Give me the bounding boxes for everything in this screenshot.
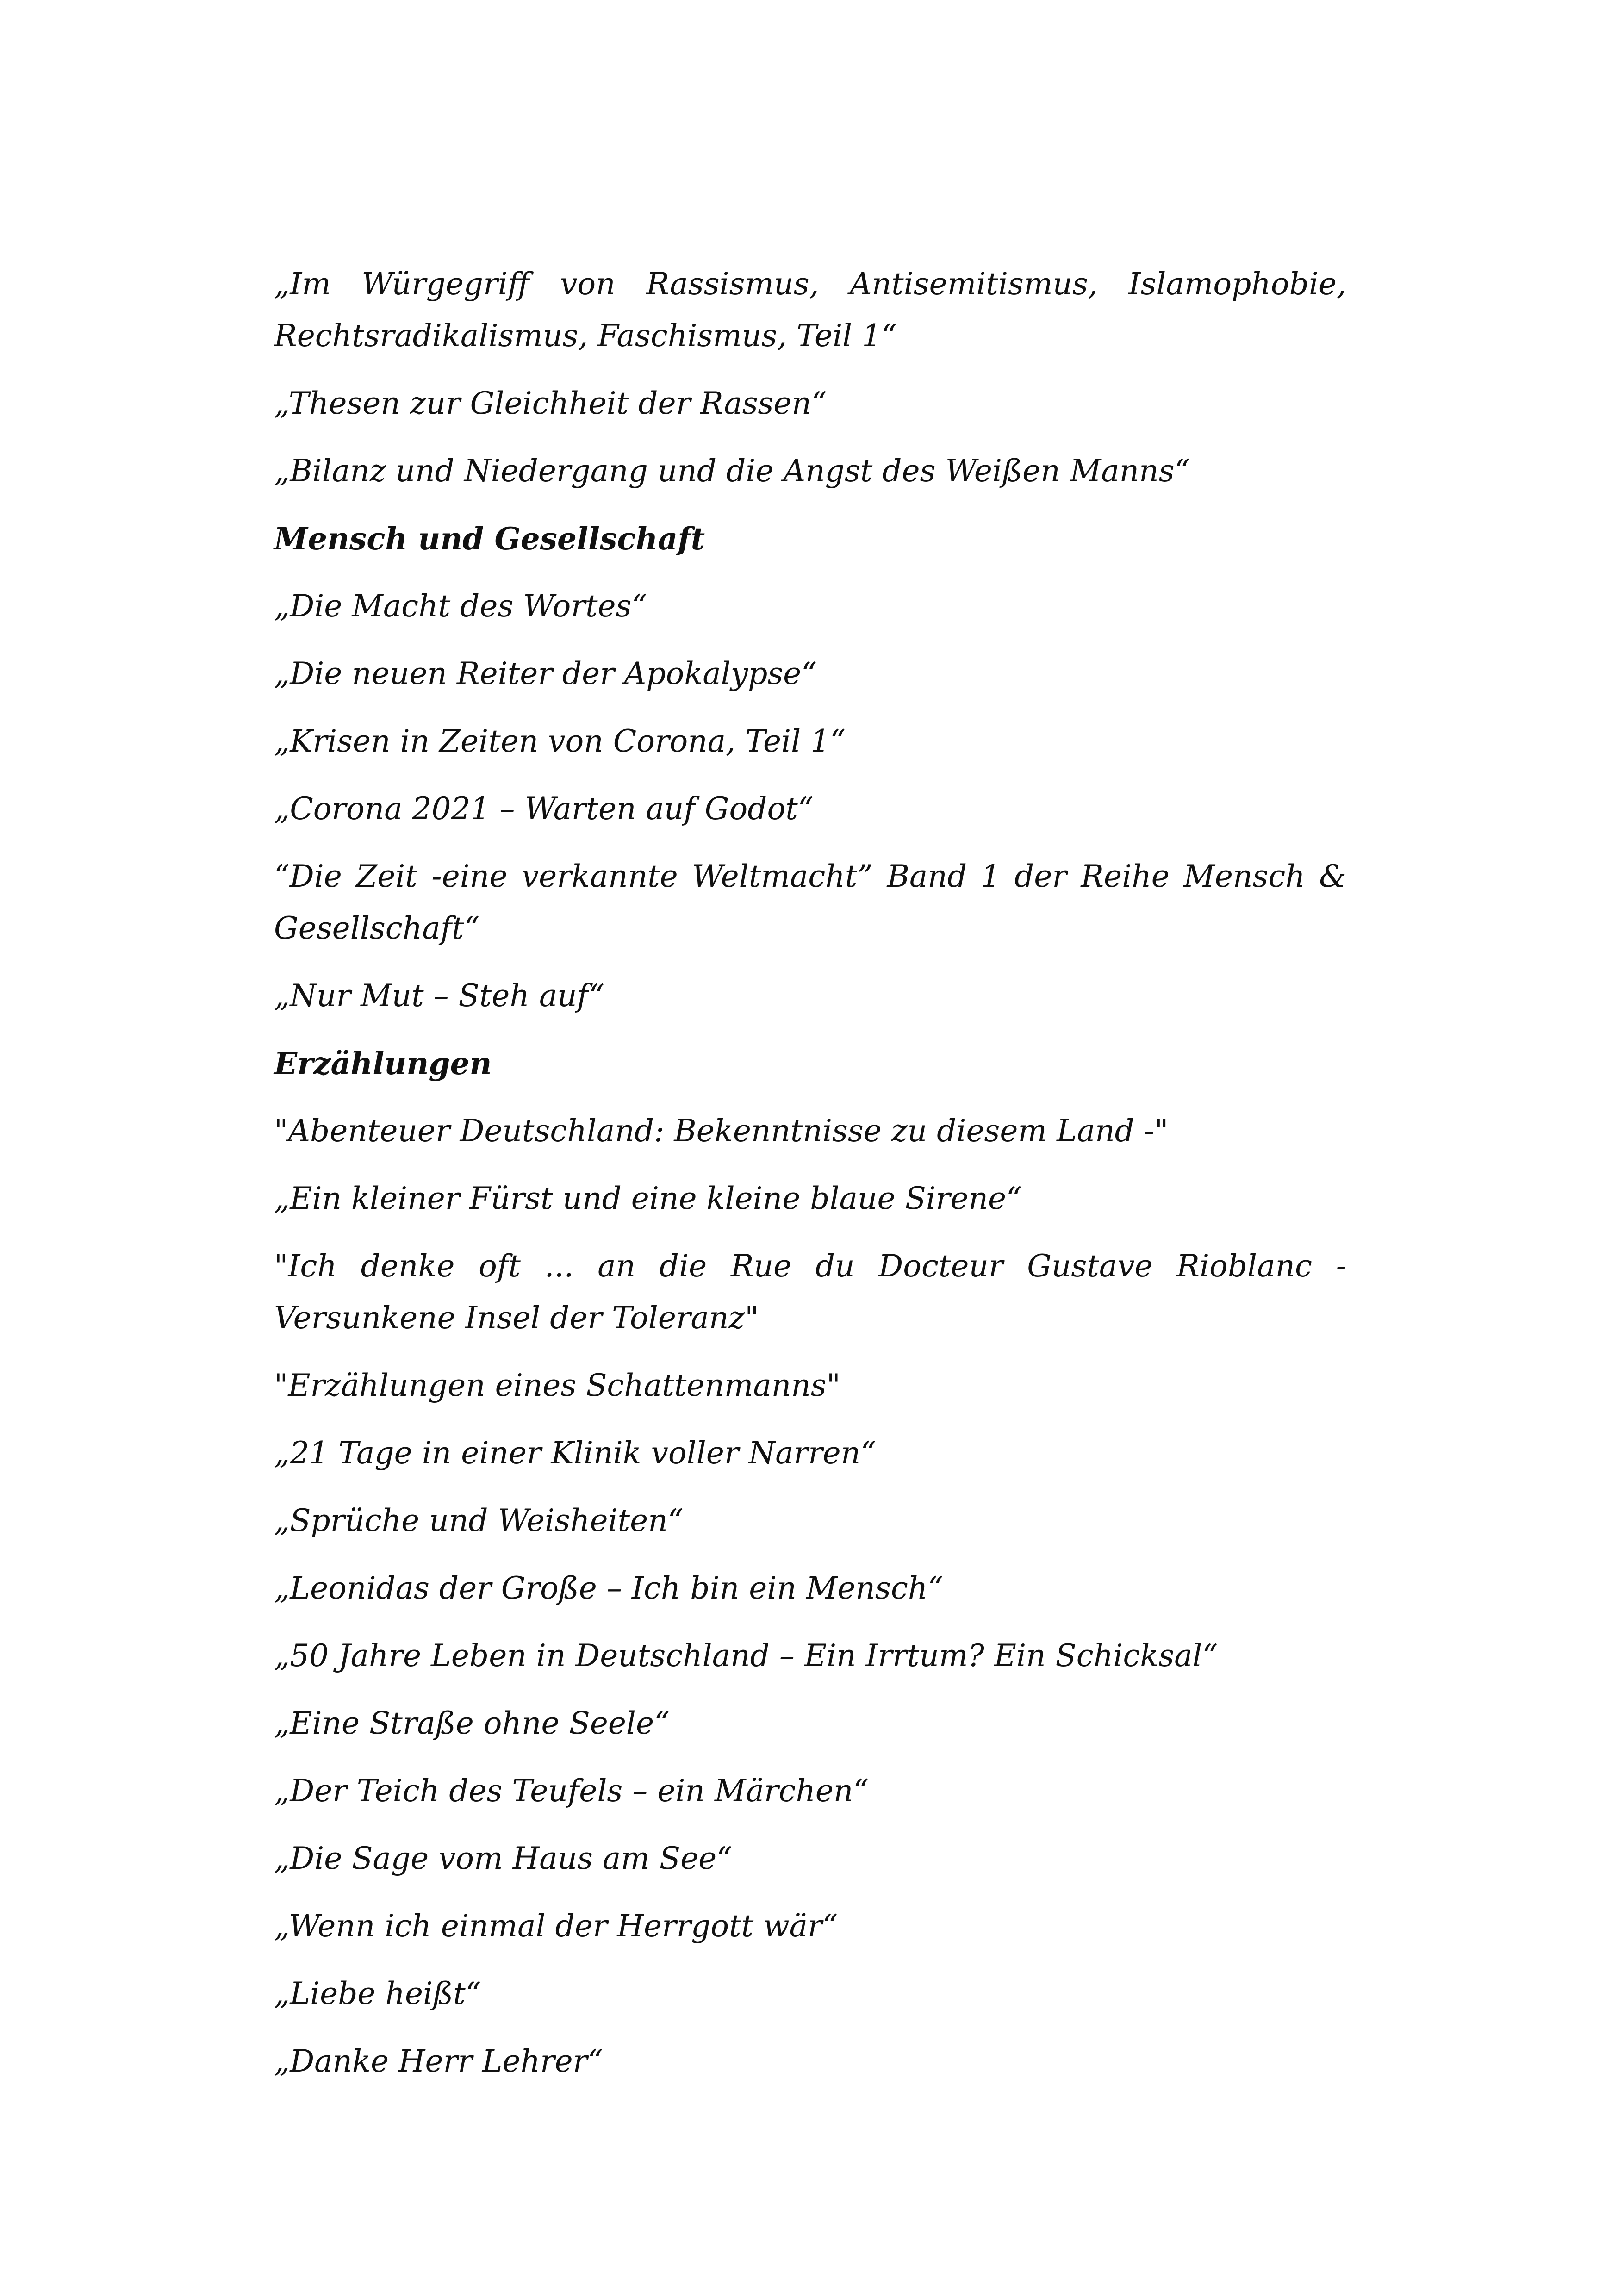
book-title-entry: „Die Macht des Wortes“ (274, 588, 647, 624)
book-title-entry: „Leonidas der Große – Ich bin ein Mensch“ (274, 1570, 944, 1606)
book-title-entry: „Bilanz und Niedergang und die Angst des Weißen Manns“ (274, 453, 1190, 489)
book-title-entry: "Abenteuer Deutschland: Bekenntnisse zu diesem Land -" (274, 1113, 1169, 1149)
book-title-entry: „Thesen zur Gleichheit der Rassen“ (274, 386, 827, 421)
book-title-entry: „Die Sage vom Haus am See“ (274, 1841, 732, 1876)
book-title-entry: „Wenn ich einmal der Herrgott wär“ (274, 1908, 838, 1944)
book-title-entry: „Eine Straße ohne Seele“ (274, 1705, 670, 1741)
book-title-entry: „Krisen in Zeiten von Corona, Teil 1“ (274, 723, 846, 759)
book-title-entry: „50 Jahre Leben in Deutschland – Ein Irrtum? Ein Schicksal“ (274, 1638, 1218, 1674)
book-title-entry: „Im Würgegriff von Rassismus, Antisemitismus, Islamophobie, Rechtsradikalismus, Faschismus, Teil 1“ (274, 266, 1346, 354)
book-title-entry: “Die Zeit -eine verkannte Weltmacht” Band 1 der Reihe Mensch & Gesellschaft“ (274, 859, 1346, 946)
book-title-entry: „Corona 2021 – Warten auf Godot“ (274, 791, 814, 827)
book-title-entry: „21 Tage in einer Klinik voller Narren“ (274, 1435, 876, 1471)
book-list (274, 258, 1346, 2103)
book-title-entry: „Der Teich des Teufels – ein Märchen“ (274, 1773, 869, 1809)
book-title-entry: "Ich denke oft ... an die Rue du Docteur Gustave Rioblanc - Versunkene Insel der Toleranz" (274, 1248, 1346, 1336)
book-title-entry: „Sprüche und Weisheiten“ (274, 1503, 684, 1538)
book-title-entry: "Erzählungen eines Schattenmanns" (274, 1368, 841, 1403)
book-title-entry: „Liebe heißt“ (274, 1976, 481, 2011)
book-title-entry: „Nur Mut – Steh auf“ (274, 978, 605, 1014)
section-heading-erzaehlungen: Erzählungen (274, 1045, 492, 1082)
section-heading-mensch-und-gesellschaft: Mensch und Gesellschaft (274, 521, 705, 557)
book-title-entry: „Die neuen Reiter der Apokalypse“ (274, 656, 817, 691)
book-title-entry: „Ein kleiner Fürst und eine kleine blaue Sirene“ (274, 1181, 1022, 1216)
book-title-entry: „Danke Herr Lehrer“ (274, 2043, 603, 2079)
